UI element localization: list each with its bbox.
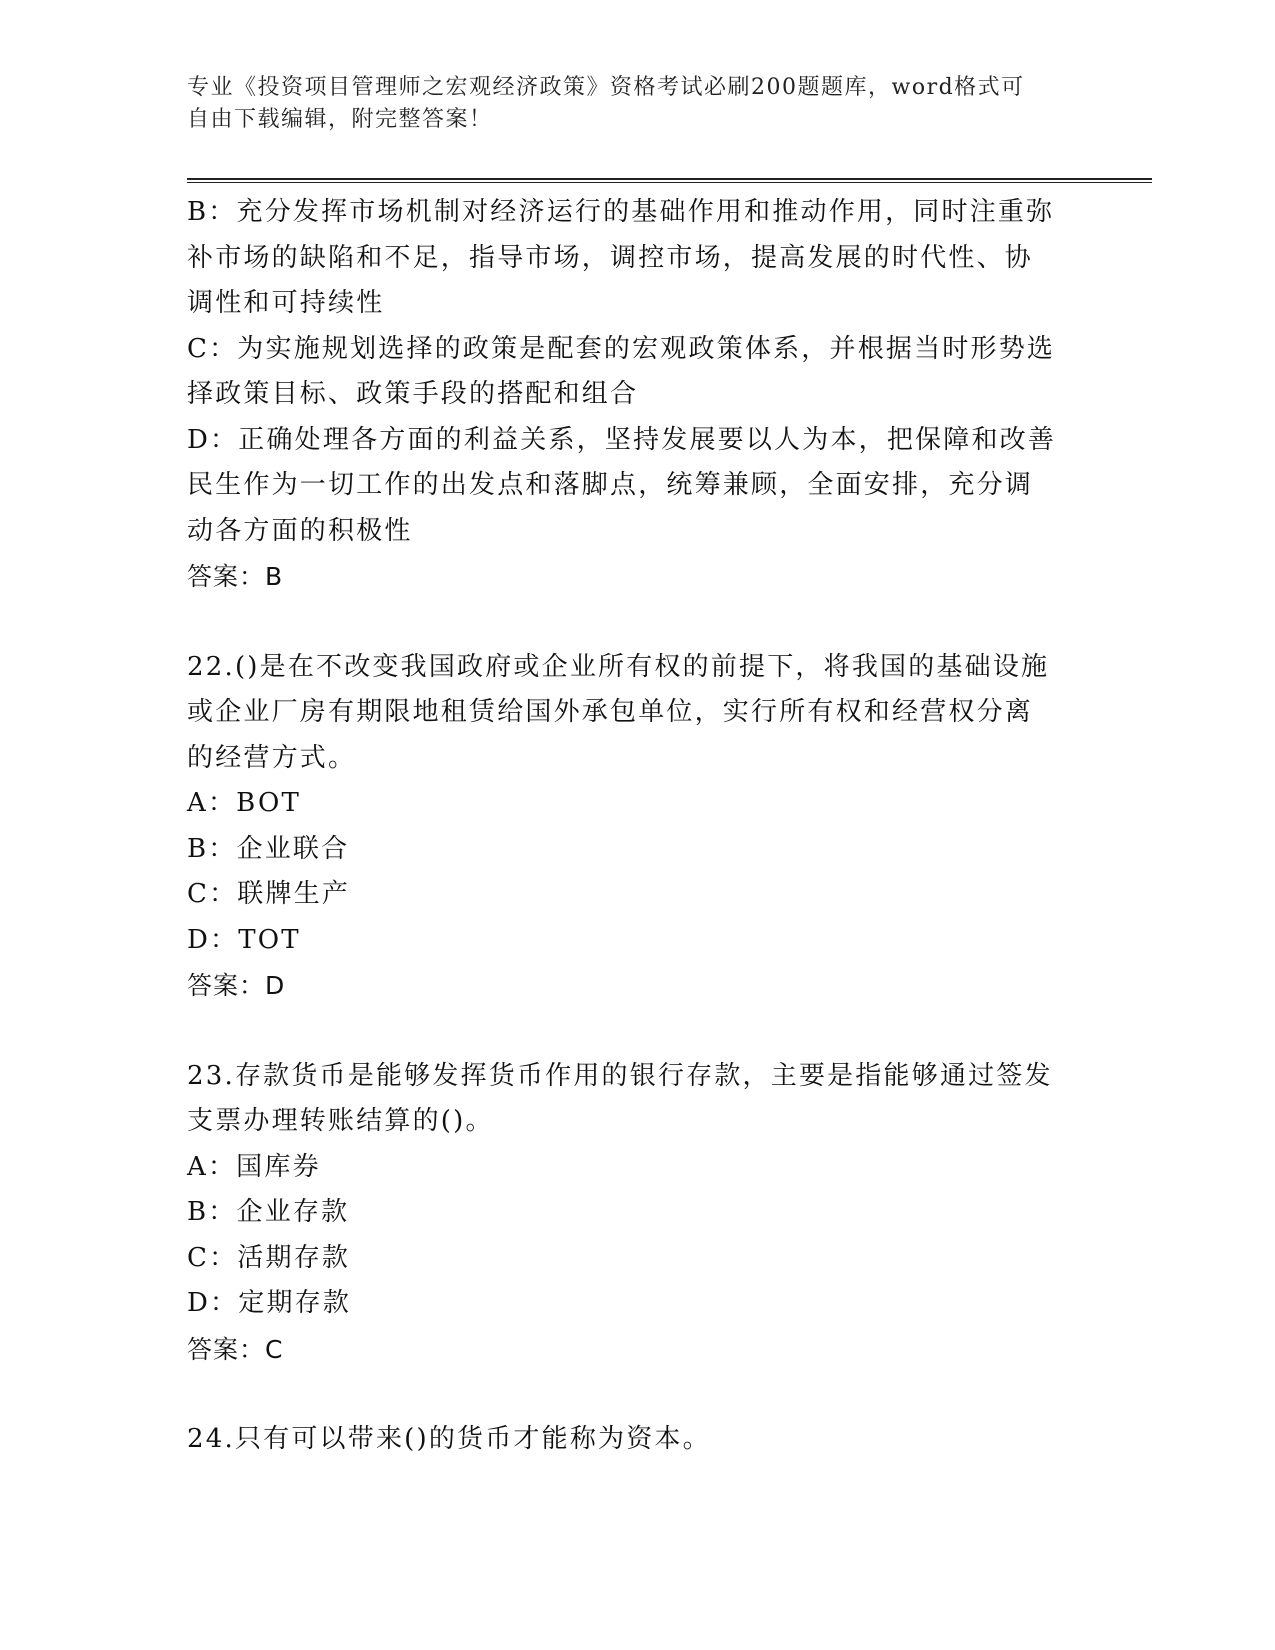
document-body	[187, 190, 1087, 1463]
option-b: B：企业存款	[187, 1197, 350, 1227]
stem-text: 24.只有可以带来()的货币才能称为资本。	[187, 1424, 711, 1454]
question-21	[187, 190, 1087, 600]
question-stem	[187, 1054, 1087, 1145]
stem-text: 支票办理转账结算的()。	[187, 1106, 494, 1136]
spacer	[187, 1372, 1087, 1417]
option-text: D：正确处理各方面的利益关系，坚持发展要以人为本，把保障和改善	[187, 424, 1057, 455]
option-text: 择政策目标、政策手段的搭配和组合	[187, 379, 639, 409]
question-24	[187, 1417, 1087, 1463]
stem-text: 的经营方式。	[187, 742, 357, 773]
option-d	[187, 418, 1087, 555]
option-a: A：国库券	[187, 1151, 321, 1182]
question-22	[187, 645, 1087, 1009]
option-b: B：企业联合	[187, 833, 350, 864]
stem-text: 22.()是在不改变我国政府或企业所有权的前提下，将我国的基础设施	[187, 651, 1050, 682]
option-c	[187, 327, 1087, 418]
header-line: 自由下载编辑，附完整答案！	[187, 107, 493, 132]
option-text: 民生作为一切工作的出发点和落脚点，统筹兼顾，全面安排，充分调	[187, 470, 1034, 500]
option-text: 补市场的缺陷和不足，指导市场，调控市场，提高发展的时代性、协	[187, 242, 1034, 273]
option-b	[187, 190, 1087, 327]
question-23	[187, 1054, 1087, 1373]
question-stem	[187, 645, 1087, 782]
answer: 答案：B	[187, 562, 284, 591]
answer: 答案：D	[187, 971, 286, 1000]
header-line: 专业《投资项目管理师之宏观经济政策》资格考试必刷200题题库，word格式可	[187, 75, 1025, 100]
option-text: C：为实施规划选择的政策是配套的宏观政策体系，并根据当时形势选	[187, 333, 1056, 364]
option-d: D：定期存款	[187, 1288, 352, 1318]
header-divider	[187, 178, 1152, 180]
option-text: 调性和可持续性	[187, 288, 385, 318]
option-c: C：活期存款	[187, 1242, 351, 1273]
option-text: B：充分发挥市场机制对经济运行的基础作用和推动作用，同时注重弥	[187, 197, 1055, 227]
stem-text: 23.存款货币是能够发挥货币作用的银行存款，主要是指能够通过签发	[187, 1060, 1053, 1091]
stem-text: 或企业厂房有期限地租赁给国外承包单位，实行所有权和经营权分离	[187, 697, 1034, 727]
header-divider-thin	[187, 182, 1152, 183]
spacer	[187, 1009, 1087, 1054]
answer: 答案：C	[187, 1334, 284, 1364]
option-c: C：联牌生产	[187, 879, 351, 909]
document-header	[187, 72, 1067, 136]
option-d: D：TOT	[187, 924, 301, 955]
spacer	[187, 600, 1087, 645]
option-a: A：BOT	[187, 788, 302, 818]
option-text: 动各方面的积极性	[187, 515, 413, 546]
